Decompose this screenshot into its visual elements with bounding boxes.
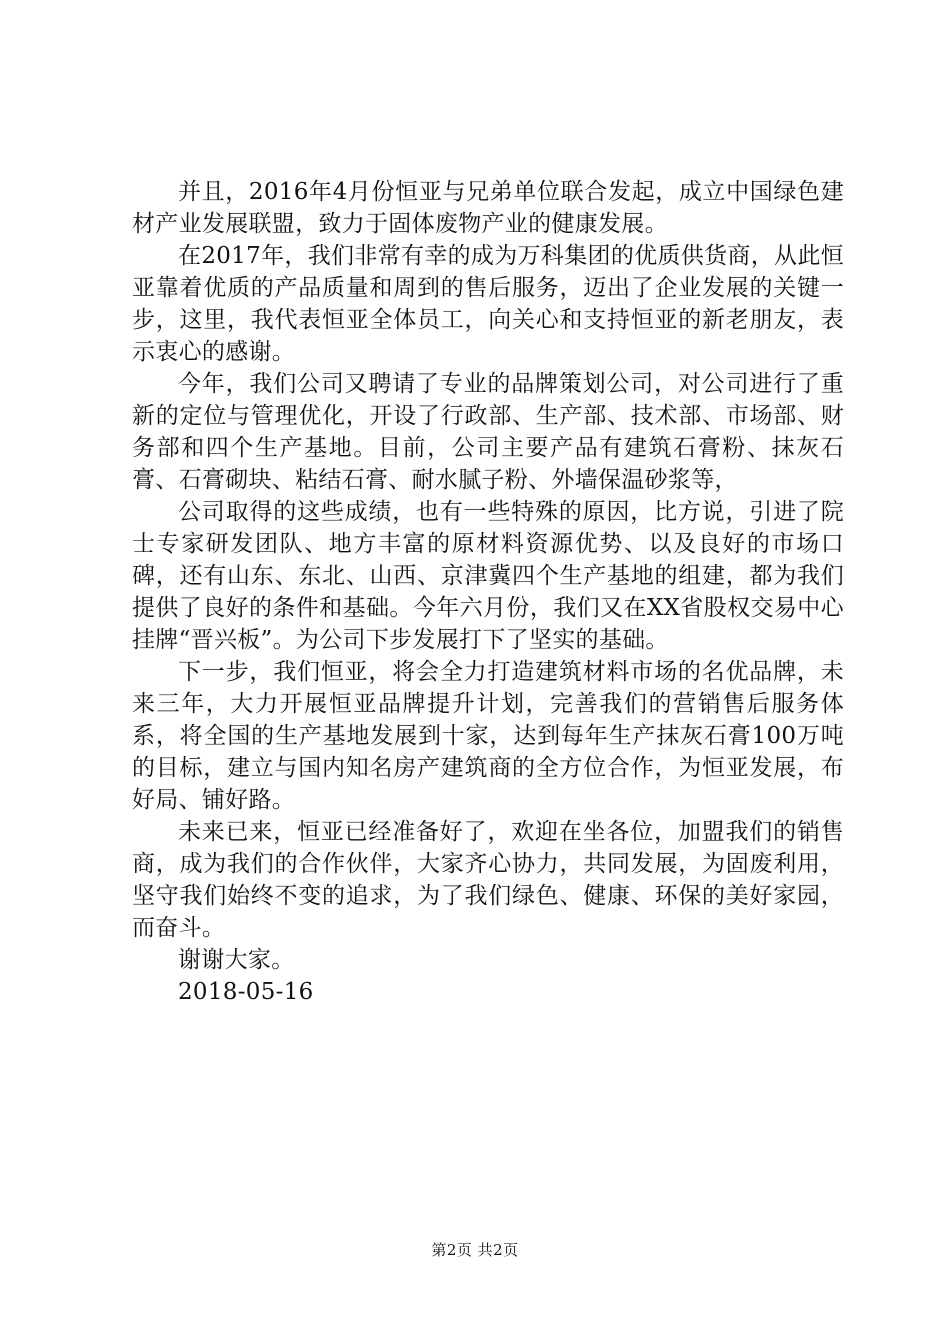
- paragraph-alliance: 并且，2016年4月份恒亚与兄弟单位联合发起，成立中国绿色建材产业发展联盟，致力于固体废物产业的健康发展。: [132, 179, 844, 237]
- paragraph-next-step: 下一步，我们恒亚，将会全力打造建筑材料市场的名优品牌，未来三年，大力开展恒亚品牌提升计划，完善我们的营销售后服务体系，将全国的生产基地发展到十家，达到每年生产抹灰石膏100万吨的目标，建立与国内知名房产建筑商的全方位合作，为恒亚发展，布好局、铺好路。: [132, 659, 844, 813]
- paragraph-brand-planning: 今年，我们公司又聘请了专业的品牌策划公司，对公司进行了重新的定位与管理优化，开设了行政部、生产部、技术部、市场部、财务部和四个生产基地。目前，公司主要产品有建筑石膏粉、抹灰石膏、石膏砌块、粘结石膏、耐水腻子粉、外墙保温砂浆等，: [132, 371, 844, 493]
- page-number: 第2页 共2页: [431, 1241, 519, 1259]
- paragraph-vanke-supplier: 在2017年，我们非常有幸的成为万科集团的优质供货商，从此恒亚靠着优质的产品质量和周到的售后服务，迈出了企业发展的关键一步，这里，我代表恒亚全体员工，向关心和支持恒亚的新老朋友，表示衷心的感谢。: [132, 243, 844, 365]
- paragraph-future: 未来已来，恒亚已经准备好了，欢迎在坐各位，加盟我们的销售商，成为我们的合作伙伴，大家齐心协力，共同发展，为固废利用，坚守我们始终不变的追求，为了我们绿色、健康、环保的美好家园，而奋斗。: [132, 819, 844, 941]
- page-footer: [0, 1240, 950, 1260]
- document-body: [132, 176, 844, 1008]
- paragraph-achievements: 公司取得的这些成绩，也有一些特殊的原因，比方说，引进了院士专家研发团队、地方丰富的原材料资源优势、以及良好的市场口碑，还有山东、东北、山西、京津冀四个生产基地的组建，都为我们提供了良好的条件和基础。今年六月份，我们又在XX省股权交易中心挂牌“晋兴板”。为公司下步发展打下了坚实的基础。: [132, 499, 844, 653]
- closing-thanks: 谢谢大家。: [178, 947, 295, 973]
- document-date: 2018-05-16: [178, 979, 314, 1005]
